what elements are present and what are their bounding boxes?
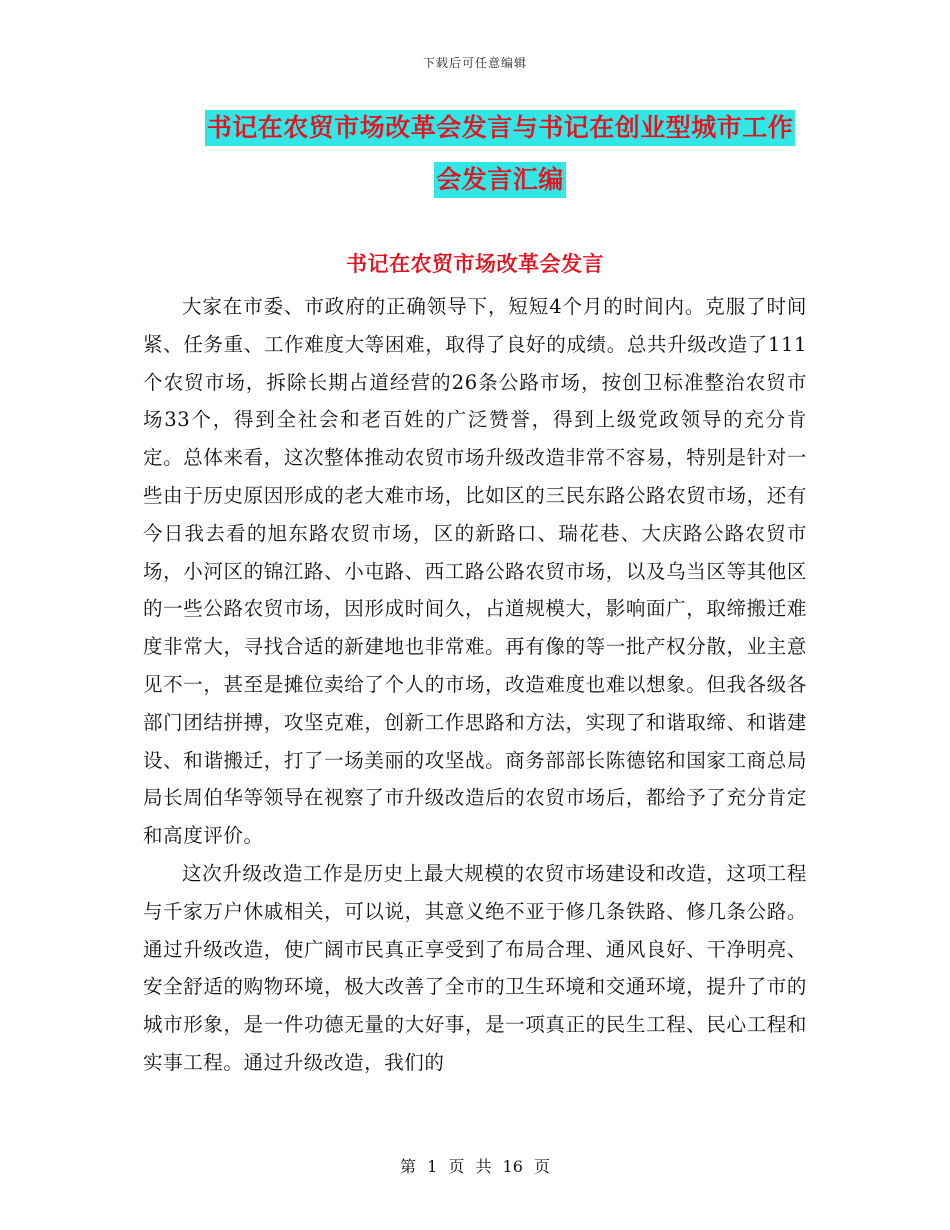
document-title	[140, 110, 860, 214]
document-title-line-1: 书记在农贸市场改革会发言与书记在创业型城市工作	[205, 110, 796, 146]
section-title: 书记在农贸市场改革会发言	[346, 251, 604, 276]
paragraph: 这次升级改造工作是历史上最大规模的农贸市场建设和改造，这项工程与千家万户休戚相关，可以说，其意义绝不亚于修几条铁路、修几条公路。通过升级改造，使广阔市民真正享受到了布局合理、通风良好、干净明亮、安全舒适的购物环境，极大改善了全市的卫生环境和交通环境，提升了市的城市形象，是一件功德无量的大好事，是一项真正的民生工程、民心工程和实事工程。通过升级改造，我们的	[143, 861, 807, 1074]
page-footer-pagination: 第 1 页 共 16 页	[400, 1157, 550, 1176]
body-text	[143, 288, 807, 1082]
document-title-line-2: 会发言汇编	[434, 162, 566, 198]
page-header-note: 下载后可任意编辑	[422, 56, 527, 70]
paragraph: 大家在市委、市政府的正确领导下，短短4个月的时间内。克服了时间紧、任务重、工作难度大等困难，取得了良好的成绩。总共升级改造了111个农贸市场，拆除长期占道经营的26条公路市场，按创卫标准整治农贸市场33个，得到全社会和老百姓的广泛赞誉，得到上级党政领导的充分肯定。总体来看，这次整体推动农贸市场升级改造非常不容易，特别是针对一些由于历史原因形成的老大难市场，比如区的三民东路公路农贸市场，还有今日我去看的旭东路农贸市场，区的新路口、瑞花巷、大庆路公路农贸市场，小河区的锦江路、小屯路、西工路公路农贸市场，以及乌当区等其他区的一些公路农贸市场，因形成时间久，占道规模大，影响面广，取缔搬迁难度非常大，寻找合适的新建地也非常难。再有像的等一批产权分散，业主意见不一，甚至是摊位卖给了个人的市场，改造难度也难以想象。但我各级各部门团结拼搏，攻坚克难，创新工作思路和方法，实现了和谐取缔、和谐建设、和谐搬迁，打了一场美丽的攻坚战。商务部部长陈德铭和国家工商总局局长周伯华等领导在视察了市升级改造后的农贸市场后，都给予了充分肯定和高度评价。	[143, 295, 807, 848]
